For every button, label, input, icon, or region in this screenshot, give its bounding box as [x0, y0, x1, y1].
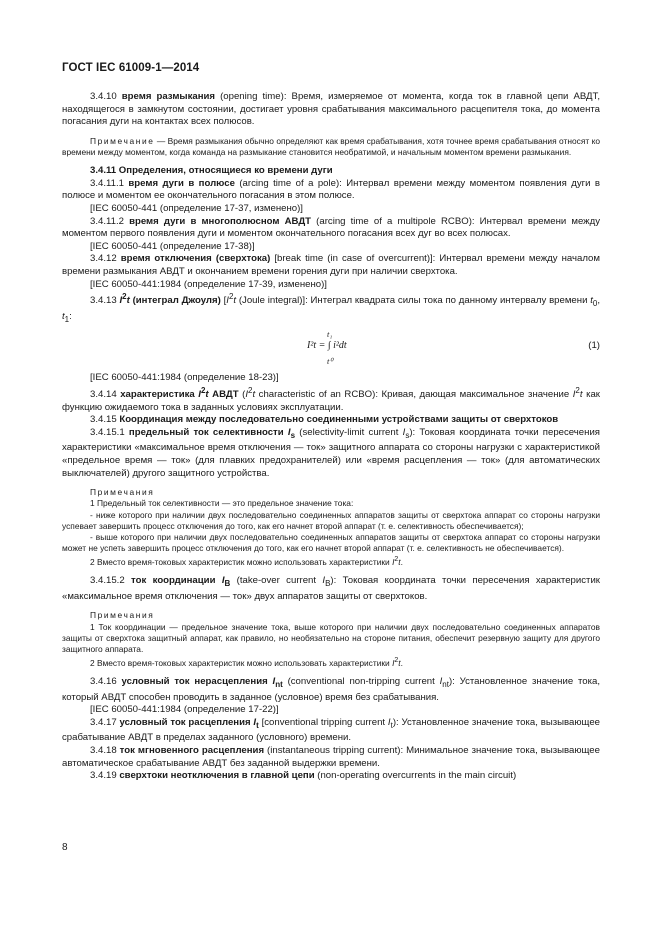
definition-paragraph: 3.4.12 время отключения (сверхтока) [break time (in case of overcurrent)]: Интервал времени между началом времени размыкания АВДТ и окончанием времени горения дуги при наличии сверхтока.	[62, 253, 600, 277]
formula-expression: I²t = ∫ i²dt	[307, 340, 347, 352]
spacer	[62, 129, 600, 136]
definition-paragraph: 3.4.11 Определения, относящиеся ко времени дуги	[90, 165, 333, 177]
definition-paragraph: 3.4.19 сверхтоки неотключения в главной цепи (non-operating overcurrents in the main circuit)	[90, 770, 517, 782]
document-body	[62, 91, 600, 783]
definition-paragraph: 3.4.17 условный ток расцепления $I_t$ [conventional tripping current $I_t$): Установленное значение тока, вызывающее срабатывание АВДТ в пределах заданного (условного) времени.	[62, 716, 600, 744]
spacer	[62, 158, 600, 165]
note-paragraph: Примечания	[90, 487, 155, 498]
document-header: ГОСТ IEC 61009-1—2014	[62, 62, 200, 74]
note-paragraph: 1 Предельный ток селективности — это предельное значение тока:	[90, 498, 354, 509]
spacer	[62, 669, 600, 676]
note-paragraph: - выше которого при наличии двух последовательно соединенных аппаратов защиты от сверхтока аппарат со стороны нагрузки может не успеть завершить процесс отключения до того, как его начнет второй аппарат (т. е. селективность не обеспечивается).	[62, 531, 600, 554]
formula-upper-limit: t₁	[327, 329, 333, 340]
definition-paragraph: 3.4.13 $I^2t$ (интеграл Джоуля) [$I^2t$ (Joule integral)]: Интеграл квадрата силы тока по данному интервалу времени $t_0$, $t_1$:	[62, 292, 601, 324]
reference-line: [IEC 60050-441:1984 (определение 18-23)]	[90, 372, 279, 384]
reference-line: [IEC 60050-441:1984 (определение 17-22)]	[90, 704, 279, 716]
spacer	[62, 603, 600, 610]
reference-line: [IEC 60050-441 (определение 17-37, изменено)]	[90, 202, 303, 214]
definition-paragraph: 3.4.16 условный ток нерасцепления $I_{nt}$ (conventional non-tripping current $I_{nt}$): Установленное значение тока, который АВДТ способен проводить в заданное (условное) время без срабатывания.	[62, 676, 601, 703]
formula-number: (1)	[588, 340, 600, 352]
note-paragraph: - ниже которого при наличии двух последовательно соединенных аппаратов защиты от сверхтока аппарат со стороны нагрузки успевает завершить процесс отключения до того, как его начнет второй аппарат (т. е. селективность обеспечивается);	[62, 509, 600, 531]
note-paragraph: 2 Вместо время-токовых характеристик можно использовать характеристики $I^2t$.	[90, 556, 403, 568]
definition-paragraph: 3.4.15.1 предельный ток селективности $I_s$ (selectivity-limit current $I_s$): Токовая координата точки пересечения характеристики «максимальное время отключения — ток» защитного аппарата со стороны нагрузки с характеристикой «предельное время — ток» (для плавких предохранителей) или «время расцепления — ток» (для автоматических выключателей) другого защитного устройства.	[62, 426, 600, 479]
definition-paragraph: 3.4.10 время размыкания (opening time): Время, измеряемое от момента, когда ток в главной цепи АВДТ, находящегося в замкнутом состоянии, достигает уровня срабатывания максимального расцепителя тока, до момента погасания дуги на контактах всех полюсов.	[62, 91, 601, 128]
page-number: 8	[62, 842, 68, 853]
formula-1	[62, 328, 600, 368]
note-paragraph: 1 Ток координации — предельное значение тока, выше которого при наличии двух последовательно соединенных аппаратов защиты от сверхтока защитный аппарат, как правило, но необязательно на стороне питания, обеспечит резервную защиту для другого защитного аппарата.	[62, 621, 600, 655]
definition-paragraph: 3.4.14 характеристика $I^2t$ АВДТ ($I^2t$ characteristic of an RCBO): Кривая, дающая максимальное значение $I^2t$ как функцию ожидаемого тока в заданных условиях эксплуатации.	[62, 385, 601, 413]
reference-line: [IEC 60050-441:1984 (определение 17-39, изменено)]	[90, 278, 327, 290]
spacer	[62, 480, 600, 487]
reference-line: [IEC 60050-441 (определение 17-38)]	[90, 240, 255, 252]
spacer	[62, 568, 600, 575]
definition-paragraph: 3.4.15.2 ток координации $I_B$ (take-over current $I_B$): Токовая координата точки пересечения характеристик «максимальное время отключения — ток» двух аппаратов защиты от сверхтоков.	[62, 575, 600, 602]
note-paragraph: Примечание — Время размыкания обычно определяют как время срабатывания, хотя точнее время срабатывания относят ко времени между моментом, когда команда на размыкание становится необратимой, и начальным моментом времени размыкания.	[62, 135, 600, 157]
definition-paragraph: 3.4.18 ток мгновенного расцепления (instantaneous tripping current): Минимальное значение тока, вызывающее автоматическое срабатывание АВДТ без заданной выдержки времени.	[62, 745, 600, 769]
definition-paragraph: 3.4.11.2 время дуги в многополюсном АВДТ (arcing time of a multipole RCBO): Интервал времени между моментом первого появления дуги и моментом окончательного погасания всех дуг во всех полюсах.	[62, 215, 600, 240]
formula-lower-limit: t⁰	[327, 356, 333, 367]
definition-paragraph: 3.4.15 Координация между последовательно соединенными устройствами защиты от сверхтоков	[90, 414, 559, 426]
note-paragraph: 2 Вместо время-токовых характеристик можно использовать характеристики $I^2t$.	[90, 657, 403, 669]
note-paragraph: Примечания	[90, 610, 155, 621]
definition-paragraph: 3.4.11.1 время дуги в полюсе (arcing time of a pole): Интервал времени между моментом появления дуги в полюсе и моментом ее окончательного погасания в этом полюсе.	[62, 177, 600, 202]
